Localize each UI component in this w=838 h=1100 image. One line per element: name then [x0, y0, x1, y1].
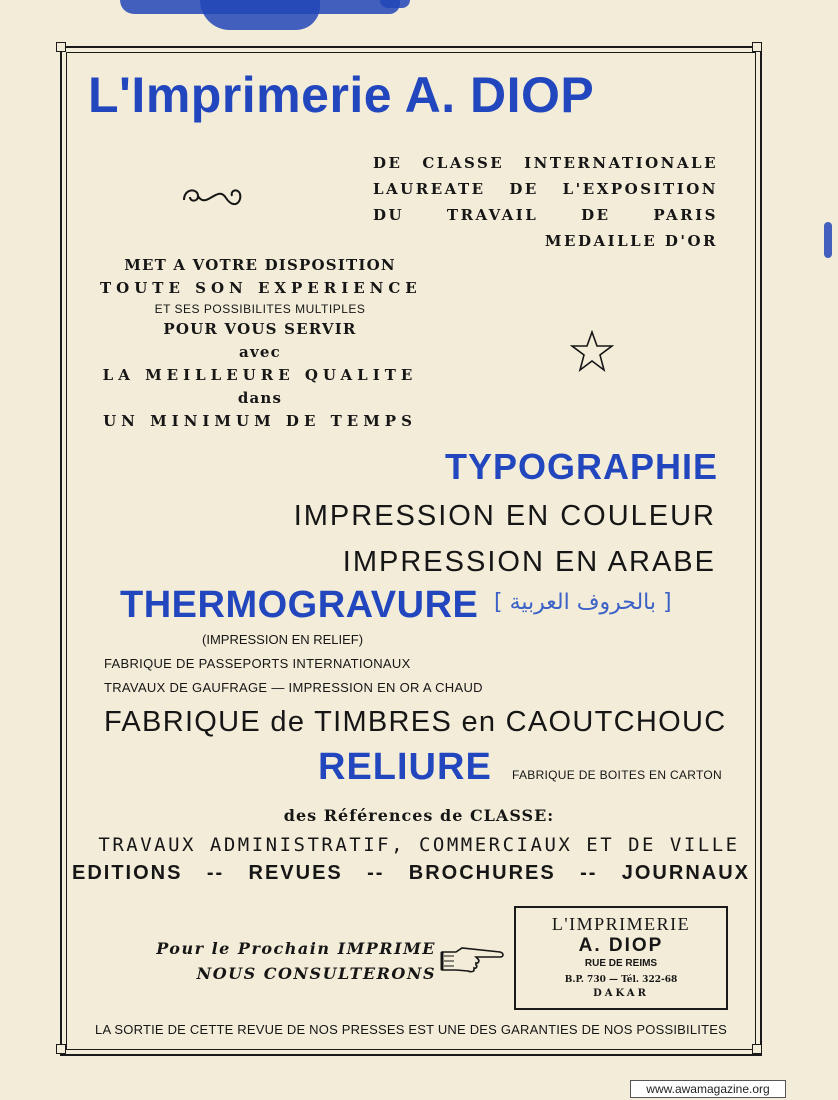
- cta-line: NOUS CONSULTERONS: [196, 964, 436, 983]
- distinction-line: DE CLASSE INTERNATIONALE: [373, 154, 718, 172]
- watermark-link[interactable]: www.awamagazine.org: [630, 1080, 786, 1098]
- distinction-line: DU TRAVAIL DE PARIS: [373, 206, 718, 224]
- border-corner: [56, 1044, 66, 1054]
- page-title: L'Imprimerie A. DIOP: [88, 67, 595, 123]
- edition-separator: --: [206, 862, 225, 884]
- distinction-line: LAUREATE DE L'EXPOSITION: [373, 180, 718, 198]
- arabic-note: [ بالحروف العربية ]: [494, 590, 672, 615]
- offer-line: MET A VOTRE DISPOSITION: [124, 256, 396, 274]
- service-reliure: RELIURE: [318, 746, 492, 788]
- ink-stain: [824, 222, 832, 258]
- pointing-hand-icon: [440, 944, 506, 974]
- ink-stain: [200, 0, 320, 30]
- edition-item: BROCHURES: [408, 862, 556, 884]
- service-timbres: FABRIQUE de TIMBRES en CAOUTCHOUC: [104, 706, 727, 738]
- address-contact: B.P. 730 — Tél. 322-68: [564, 975, 678, 985]
- distinction-line: MEDAILLE D'OR: [544, 232, 718, 250]
- border-corner: [752, 1044, 762, 1054]
- edition-item: REVUES: [248, 862, 343, 884]
- service-impression-arabe: IMPRESSION EN ARABE: [342, 546, 716, 578]
- service-boites: FABRIQUE DE BOITES EN CARTON: [512, 768, 722, 782]
- service-typographie: TYPOGRAPHIE: [444, 446, 718, 487]
- edition-item: EDITIONS: [72, 862, 183, 884]
- footer-text: LA SORTIE DE CETTE REVUE DE NOS PRESSES EST UNE DES GARANTIES DE NOS POSSIBILITES: [95, 1022, 727, 1037]
- offer-line: ET SES POSSIBILITES MULTIPLES: [154, 302, 366, 316]
- service-gaufrage: TRAVAUX DE GAUFRAGE — IMPRESSION EN OR A CHAUD: [104, 680, 483, 695]
- offer-line: POUR VOUS SERVIR: [163, 320, 357, 338]
- address-street: RUE DE REIMS: [584, 958, 658, 969]
- scroll-ornament-icon: [180, 180, 244, 214]
- service-impression-couleur: IMPRESSION EN COULEUR: [293, 500, 716, 532]
- distinctions-block: [373, 150, 718, 254]
- service-passeports: FABRIQUE DE PASSEPORTS INTERNATIONAUX: [104, 656, 411, 671]
- references-heading: des Références de CLASSE:: [283, 806, 555, 825]
- offer-line: avec: [239, 343, 281, 361]
- edition-separator: --: [367, 862, 385, 884]
- offer-line: UN MINIMUM DE TEMPS: [103, 412, 417, 430]
- offer-line: dans: [237, 389, 283, 407]
- edition-separator: --: [580, 862, 598, 884]
- offer-line: TOUTE SON EXPERIENCE: [100, 279, 422, 297]
- service-thermogravure: THERMOGRAVURE: [120, 584, 479, 626]
- ink-stain: [380, 0, 410, 8]
- address-box: [514, 906, 728, 1010]
- border-corner: [56, 42, 66, 52]
- references-editions: [72, 862, 750, 885]
- call-to-action: [96, 936, 436, 986]
- offer-block: [100, 254, 420, 433]
- references-travaux: TRAVAUX ADMINISTRATIF, COMMERCIAUX ET DE VILLE: [98, 834, 740, 856]
- star-icon: [570, 330, 614, 372]
- service-relief: (IMPRESSION EN RELIEF): [202, 632, 364, 647]
- address-name: L'IMPRIMERIE: [551, 914, 691, 934]
- edition-item: JOURNAUX: [621, 862, 750, 884]
- cta-line: Pour le Prochain IMPRIME: [156, 939, 436, 958]
- offer-line: LA MEILLEURE QUALITE: [102, 366, 418, 384]
- address-city: DAKAR: [593, 988, 649, 999]
- border-corner: [752, 42, 762, 52]
- address-owner: A. DIOP: [578, 935, 664, 956]
